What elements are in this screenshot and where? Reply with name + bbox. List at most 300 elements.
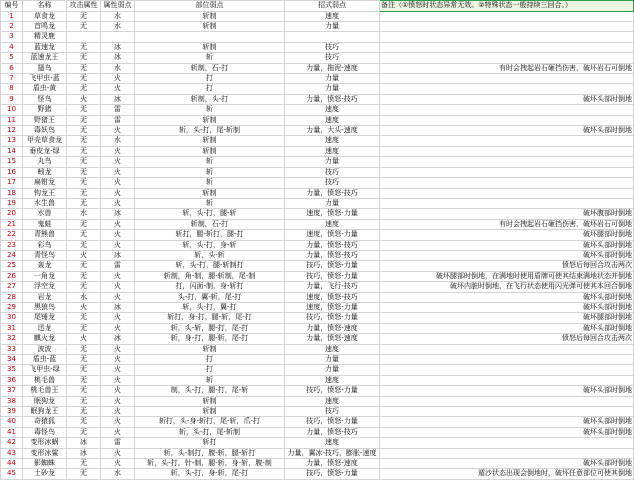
header-remarks[interactable]: 备注（①愤怒时状态异常无效。②特殊状态一般持续三回合。）: [380, 1, 634, 12]
id-cell[interactable]: 17: [1, 178, 23, 188]
part-weakness-cell[interactable]: 斩打，腿-斩打，腿-打: [135, 230, 285, 240]
part-weakness-cell[interactable]: 斩制，石-打: [135, 219, 285, 229]
name-cell[interactable]: 眠狗龙王: [23, 407, 67, 417]
move-weakness-cell[interactable]: 速度: [285, 146, 380, 156]
attribute-weakness-cell[interactable]: 火: [101, 282, 135, 292]
name-cell[interactable]: 岩龙: [23, 292, 67, 302]
attack-attribute-cell[interactable]: 无: [67, 282, 101, 292]
name-cell[interactable]: 鬼蛙: [23, 219, 67, 229]
remarks-cell[interactable]: 破坏腿部时倒地: [380, 313, 634, 323]
part-weakness-cell[interactable]: 斩，头-打，身-斩，尾-打: [135, 469, 285, 479]
attack-attribute-cell[interactable]: 无: [67, 11, 101, 21]
attribute-weakness-cell[interactable]: 火: [101, 396, 135, 406]
id-cell[interactable]: 6: [1, 63, 23, 73]
part-weakness-cell[interactable]: 斩打: [135, 438, 285, 448]
attack-attribute-cell[interactable]: 无: [67, 271, 101, 281]
name-cell[interactable]: 首鸣龙: [23, 22, 67, 32]
move-weakness-cell[interactable]: 技巧: [285, 407, 380, 417]
id-cell[interactable]: 39: [1, 407, 23, 417]
attack-attribute-cell[interactable]: 无: [67, 157, 101, 167]
attribute-weakness-cell[interactable]: 冰: [101, 209, 135, 219]
move-weakness-cell[interactable]: 力量，愤怒-技巧: [285, 427, 380, 437]
id-cell[interactable]: 18: [1, 188, 23, 198]
part-weakness-cell[interactable]: 斩制，头-打: [135, 94, 285, 104]
remarks-cell[interactable]: 破坏头部时倒地: [380, 250, 634, 260]
remarks-cell[interactable]: [380, 188, 634, 198]
attribute-weakness-cell[interactable]: 火: [101, 188, 135, 198]
attack-attribute-cell[interactable]: [67, 32, 101, 42]
remarks-cell[interactable]: [380, 53, 634, 63]
attack-attribute-cell[interactable]: 无: [67, 198, 101, 208]
id-cell[interactable]: 11: [1, 115, 23, 125]
attack-attribute-cell[interactable]: 火: [67, 302, 101, 312]
id-cell[interactable]: 30: [1, 313, 23, 323]
attribute-weakness-cell[interactable]: 火: [101, 355, 135, 365]
remarks-cell[interactable]: [380, 344, 634, 354]
remarks-cell[interactable]: 破坏头部时倒地: [380, 94, 634, 104]
remarks-cell[interactable]: [380, 136, 634, 146]
move-weakness-cell[interactable]: 力量: [285, 365, 380, 375]
remarks-cell[interactable]: 愤怒后每回合攻击两次: [380, 334, 634, 344]
part-weakness-cell[interactable]: 打: [135, 365, 285, 375]
remarks-cell[interactable]: [380, 198, 634, 208]
move-weakness-cell[interactable]: 力量，翼冰-技巧，膨胀-速度: [285, 448, 380, 458]
attribute-weakness-cell[interactable]: 冰: [101, 53, 135, 63]
id-cell[interactable]: 24: [1, 250, 23, 260]
attribute-weakness-cell[interactable]: 水: [101, 11, 135, 21]
part-weakness-cell[interactable]: 斩: [135, 105, 285, 115]
attribute-weakness-cell[interactable]: 火: [101, 126, 135, 136]
remarks-cell[interactable]: [380, 84, 634, 94]
move-weakness-cell[interactable]: 力量，愤怒-速度: [285, 323, 380, 333]
attribute-weakness-cell[interactable]: 雷: [101, 261, 135, 271]
move-weakness-cell[interactable]: [285, 32, 380, 42]
attack-attribute-cell[interactable]: 无: [67, 126, 101, 136]
attack-attribute-cell[interactable]: 无: [67, 396, 101, 406]
move-weakness-cell[interactable]: 技巧，愤怒-力量: [285, 469, 380, 479]
attack-attribute-cell[interactable]: 无: [67, 178, 101, 188]
remarks-cell[interactable]: 破坏腿部时倒地: [380, 230, 634, 240]
remarks-cell[interactable]: 破坏头部时倒地: [380, 126, 634, 136]
attack-attribute-cell[interactable]: 无: [67, 115, 101, 125]
move-weakness-cell[interactable]: 速度: [285, 375, 380, 385]
name-cell[interactable]: 波波: [23, 344, 67, 354]
move-weakness-cell[interactable]: 力量: [285, 157, 380, 167]
attribute-weakness-cell[interactable]: 火: [101, 198, 135, 208]
attribute-weakness-cell[interactable]: 火: [101, 375, 135, 385]
part-weakness-cell[interactable]: 打: [135, 355, 285, 365]
remarks-cell[interactable]: 破坏头部时倒地: [380, 459, 634, 469]
remarks-cell[interactable]: [380, 167, 634, 177]
part-weakness-cell[interactable]: 斩打，头-身-斩打，尾-斩，爪-打: [135, 417, 285, 427]
attack-attribute-cell[interactable]: 无: [67, 459, 101, 469]
id-cell[interactable]: 42: [1, 438, 23, 448]
id-cell[interactable]: 32: [1, 334, 23, 344]
name-cell[interactable]: 迅龙: [23, 323, 67, 333]
name-cell[interactable]: 扁钳龙: [23, 178, 67, 188]
attribute-weakness-cell[interactable]: 雷: [101, 115, 135, 125]
header-id[interactable]: 编号: [1, 1, 23, 12]
attribute-weakness-cell[interactable]: 冰: [101, 42, 135, 52]
part-weakness-cell[interactable]: 斩制: [135, 136, 285, 146]
attribute-weakness-cell[interactable]: 水: [101, 136, 135, 146]
name-cell[interactable]: 钩龙王: [23, 188, 67, 198]
name-cell[interactable]: 蓝速龙王: [23, 53, 67, 63]
move-weakness-cell[interactable]: 速度，愤怒-力量: [285, 209, 380, 219]
remarks-cell[interactable]: [380, 22, 634, 32]
move-weakness-cell[interactable]: 技巧: [285, 178, 380, 188]
id-cell[interactable]: 3: [1, 32, 23, 42]
attack-attribute-cell[interactable]: 无: [67, 427, 101, 437]
attribute-weakness-cell[interactable]: 水: [101, 63, 135, 73]
name-cell[interactable]: 垂皮龙-绿: [23, 146, 67, 156]
attack-attribute-cell[interactable]: 水: [67, 292, 101, 302]
remarks-cell[interactable]: [380, 74, 634, 84]
attack-attribute-cell[interactable]: 水: [67, 209, 101, 219]
id-cell[interactable]: 16: [1, 167, 23, 177]
move-weakness-cell[interactable]: 力量，大头-速度: [285, 126, 380, 136]
part-weakness-cell[interactable]: 斩，头-打，翼-打: [135, 302, 285, 312]
name-cell[interactable]: 桃毛兽王: [23, 386, 67, 396]
id-cell[interactable]: 12: [1, 126, 23, 136]
attack-attribute-cell[interactable]: 火: [67, 334, 101, 344]
id-cell[interactable]: 21: [1, 219, 23, 229]
name-cell[interactable]: 浮空龙: [23, 282, 67, 292]
move-weakness-cell[interactable]: 技巧，愤怒-力量: [285, 386, 380, 396]
name-cell[interactable]: 变形冰鲨: [23, 448, 67, 458]
remarks-cell[interactable]: 愤怒后每回合攻击两次: [380, 261, 634, 271]
move-weakness-cell[interactable]: 速度: [285, 115, 380, 125]
attribute-weakness-cell[interactable]: 火: [101, 74, 135, 84]
attribute-weakness-cell[interactable]: 火: [101, 417, 135, 427]
move-weakness-cell[interactable]: 力量，拖泥-速度: [285, 63, 380, 73]
name-cell[interactable]: 水生兽: [23, 198, 67, 208]
part-weakness-cell[interactable]: 斩，头-打，腿-斩: [135, 209, 285, 219]
name-cell[interactable]: 青熊兽: [23, 230, 67, 240]
name-cell[interactable]: 精灵鹿: [23, 32, 67, 42]
attribute-weakness-cell[interactable]: 冰: [101, 334, 135, 344]
part-weakness-cell[interactable]: 斩，头-斩，腿-打，尾-打: [135, 323, 285, 333]
remarks-cell[interactable]: [380, 396, 634, 406]
move-weakness-cell[interactable]: 技巧，愤怒-力量: [285, 313, 380, 323]
part-weakness-cell[interactable]: 斩制: [135, 146, 285, 156]
id-cell[interactable]: 13: [1, 136, 23, 146]
attribute-weakness-cell[interactable]: 雷: [101, 105, 135, 115]
attack-attribute-cell[interactable]: 冰: [67, 438, 101, 448]
id-cell[interactable]: 33: [1, 344, 23, 354]
name-cell[interactable]: 野猪王: [23, 115, 67, 125]
move-weakness-cell[interactable]: 速度，愤怒-力量: [285, 302, 380, 312]
name-cell[interactable]: 野猪: [23, 105, 67, 115]
remarks-cell[interactable]: [380, 355, 634, 365]
move-weakness-cell[interactable]: 力量: [285, 355, 380, 365]
remarks-cell[interactable]: [380, 375, 634, 385]
part-weakness-cell[interactable]: 制，头-打，腿-打，尾-斩: [135, 386, 285, 396]
name-cell[interactable]: 毒怪鸟: [23, 427, 67, 437]
name-cell[interactable]: 飞甲虫-蓝: [23, 74, 67, 84]
remarks-cell[interactable]: [380, 32, 634, 42]
remarks-cell[interactable]: [380, 11, 634, 21]
id-cell[interactable]: 26: [1, 271, 23, 281]
id-cell[interactable]: 28: [1, 292, 23, 302]
move-weakness-cell[interactable]: 力量，愤怒-技巧: [285, 188, 380, 198]
name-cell[interactable]: 桃毛兽: [23, 375, 67, 385]
part-weakness-cell[interactable]: 斩，头-打，针-制，腿-斩，身-斩，腹-制: [135, 459, 285, 469]
name-cell[interactable]: 草食龙: [23, 11, 67, 21]
attribute-weakness-cell[interactable]: 冰: [101, 250, 135, 260]
name-cell[interactable]: 土砂龙: [23, 469, 67, 479]
name-cell[interactable]: 丸鸟: [23, 157, 67, 167]
id-cell[interactable]: 2: [1, 22, 23, 32]
move-weakness-cell[interactable]: 技巧: [285, 53, 380, 63]
part-weakness-cell[interactable]: 斩制: [135, 115, 285, 125]
part-weakness-cell[interactable]: [135, 32, 285, 42]
part-weakness-cell[interactable]: 斩，头-打，腿-斩制打: [135, 261, 285, 271]
id-cell[interactable]: 40: [1, 417, 23, 427]
attack-attribute-cell[interactable]: 无: [67, 136, 101, 146]
remarks-cell[interactable]: [380, 146, 634, 156]
name-cell[interactable]: 变形冰蜗: [23, 438, 67, 448]
remarks-cell[interactable]: 破坏腿部时倒地，在满地时使用盾牌可使其结束满地状态并倒地: [380, 271, 634, 281]
id-cell[interactable]: 35: [1, 365, 23, 375]
name-cell[interactable]: 搔鸟: [23, 63, 67, 73]
id-cell[interactable]: 8: [1, 84, 23, 94]
move-weakness-cell[interactable]: 速度: [285, 11, 380, 21]
part-weakness-cell[interactable]: 斩，头-打，尾-斩制: [135, 427, 285, 437]
name-cell[interactable]: 青怪鸟: [23, 250, 67, 260]
remarks-cell[interactable]: 破坏头部时倒地: [380, 417, 634, 427]
part-weakness-cell[interactable]: 斩: [135, 178, 285, 188]
attribute-weakness-cell[interactable]: 火: [101, 84, 135, 94]
header-name[interactable]: 名称: [23, 1, 67, 12]
attack-attribute-cell[interactable]: 无: [67, 84, 101, 94]
part-weakness-cell[interactable]: 斩打，身-打，腿-斩，尾-打: [135, 313, 285, 323]
remarks-cell[interactable]: 有时会拽起岩石砸挡伤害，破坏岩石可倒地: [380, 63, 634, 73]
id-cell[interactable]: 9: [1, 94, 23, 104]
move-weakness-cell[interactable]: 技巧，愤怒-力量: [285, 261, 380, 271]
attribute-weakness-cell[interactable]: 火: [101, 230, 135, 240]
header-attribute-weakness[interactable]: 属性弱点: [101, 1, 135, 12]
attack-attribute-cell[interactable]: 无: [67, 53, 101, 63]
attribute-weakness-cell[interactable]: 火: [101, 365, 135, 375]
attack-attribute-cell[interactable]: 无: [67, 167, 101, 177]
remarks-cell[interactable]: 破坏头部时倒地: [380, 240, 634, 250]
part-weakness-cell[interactable]: 斩，身-打，腿-斩，尾-打: [135, 334, 285, 344]
header-attack-attribute[interactable]: 攻击属性: [67, 1, 101, 12]
attack-attribute-cell[interactable]: 冰: [67, 448, 101, 458]
remarks-cell[interactable]: [380, 115, 634, 125]
remarks-cell[interactable]: 破坏内脏时倒地，在飞行状态使用闪光弹可使其本回合倒地: [380, 282, 634, 292]
name-cell[interactable]: 奇猿狐: [23, 417, 67, 427]
attribute-weakness-cell[interactable]: 冰: [101, 302, 135, 312]
attribute-weakness-cell[interactable]: 火: [101, 313, 135, 323]
part-weakness-cell[interactable]: 斩: [135, 167, 285, 177]
header-move-weakness[interactable]: 招式弱点: [285, 1, 380, 12]
move-weakness-cell[interactable]: 速度: [285, 136, 380, 146]
name-cell[interactable]: 黑狼鸟: [23, 302, 67, 312]
id-cell[interactable]: 25: [1, 261, 23, 271]
part-weakness-cell[interactable]: 斩制: [135, 396, 285, 406]
remarks-cell[interactable]: 破坏头部时倒地: [380, 292, 634, 302]
id-cell[interactable]: 20: [1, 209, 23, 219]
attack-attribute-cell[interactable]: 无: [67, 105, 101, 115]
part-weakness-cell[interactable]: 斩制，角-制，腿-斩制，尾-制: [135, 271, 285, 281]
id-cell[interactable]: 22: [1, 230, 23, 240]
move-weakness-cell[interactable]: 速度: [285, 438, 380, 448]
attack-attribute-cell[interactable]: 无: [67, 219, 101, 229]
attribute-weakness-cell[interactable]: [101, 32, 135, 42]
name-cell[interactable]: 怪鸟: [23, 94, 67, 104]
id-cell[interactable]: 43: [1, 448, 23, 458]
remarks-cell[interactable]: [380, 407, 634, 417]
move-weakness-cell[interactable]: 力量，飞行-技巧: [285, 282, 380, 292]
attack-attribute-cell[interactable]: 无: [67, 365, 101, 375]
remarks-cell[interactable]: 有时会拽起岩石砸挡伤害，破坏岩石可倒地: [380, 219, 634, 229]
name-cell[interactable]: 水兽: [23, 209, 67, 219]
part-weakness-cell[interactable]: 斩制: [135, 22, 285, 32]
name-cell[interactable]: 飞甲虫-绿: [23, 365, 67, 375]
attribute-weakness-cell[interactable]: 火: [101, 240, 135, 250]
remarks-cell[interactable]: 破坏头部时倒地: [380, 427, 634, 437]
remarks-cell[interactable]: [380, 178, 634, 188]
id-cell[interactable]: 7: [1, 74, 23, 84]
part-weakness-cell[interactable]: 头-打，翼-斩，尾-打: [135, 292, 285, 302]
attack-attribute-cell[interactable]: 无: [67, 42, 101, 52]
id-cell[interactable]: 45: [1, 469, 23, 479]
attack-attribute-cell[interactable]: 无: [67, 323, 101, 333]
attribute-weakness-cell[interactable]: 火: [101, 219, 135, 229]
part-weakness-cell[interactable]: 打: [135, 74, 285, 84]
attack-attribute-cell[interactable]: 无: [67, 261, 101, 271]
remarks-cell[interactable]: 破坏头部时倒地: [380, 323, 634, 333]
part-weakness-cell[interactable]: 斩，头-斩: [135, 250, 285, 260]
remarks-cell[interactable]: [380, 105, 634, 115]
attack-attribute-cell[interactable]: 无: [67, 375, 101, 385]
attack-attribute-cell[interactable]: 无: [67, 386, 101, 396]
attribute-weakness-cell[interactable]: 火: [101, 323, 135, 333]
attack-attribute-cell[interactable]: 无: [67, 407, 101, 417]
part-weakness-cell[interactable]: 斩: [135, 53, 285, 63]
attribute-weakness-cell[interactable]: 火: [101, 167, 135, 177]
attribute-weakness-cell[interactable]: 火: [101, 146, 135, 156]
attack-attribute-cell[interactable]: 无: [67, 63, 101, 73]
part-weakness-cell[interactable]: 斩，头-打，身-斩: [135, 240, 285, 250]
move-weakness-cell[interactable]: 力量，愤怒-速度: [285, 334, 380, 344]
move-weakness-cell[interactable]: 技巧，愤怒-力量: [285, 417, 380, 427]
part-weakness-cell[interactable]: 斩制: [135, 42, 285, 52]
name-cell[interactable]: 麒火龙: [23, 334, 67, 344]
remarks-cell[interactable]: 破坏腹部时倒地: [380, 209, 634, 219]
id-cell[interactable]: 1: [1, 11, 23, 21]
attribute-weakness-cell[interactable]: 火: [101, 344, 135, 354]
attack-attribute-cell[interactable]: 火: [67, 94, 101, 104]
move-weakness-cell[interactable]: 速度: [285, 344, 380, 354]
move-weakness-cell[interactable]: 速度，愤怒-力量: [285, 230, 380, 240]
move-weakness-cell[interactable]: 力量，愤怒-技巧: [285, 250, 380, 260]
attribute-weakness-cell[interactable]: 火: [101, 448, 135, 458]
id-cell[interactable]: 38: [1, 396, 23, 406]
attribute-weakness-cell[interactable]: 火: [101, 157, 135, 167]
attribute-weakness-cell[interactable]: 水: [101, 22, 135, 32]
attack-attribute-cell[interactable]: 无: [67, 313, 101, 323]
name-cell[interactable]: 蚓龙: [23, 167, 67, 177]
id-cell[interactable]: 10: [1, 105, 23, 115]
move-weakness-cell[interactable]: 力量: [285, 84, 380, 94]
move-weakness-cell[interactable]: 力量: [285, 198, 380, 208]
part-weakness-cell[interactable]: 打，闪面-制，身-斩打: [135, 282, 285, 292]
attribute-weakness-cell[interactable]: 火: [101, 407, 135, 417]
remarks-cell[interactable]: [380, 438, 634, 448]
part-weakness-cell[interactable]: 斩，头-制打，腹-斩，腿-斩打: [135, 448, 285, 458]
move-weakness-cell[interactable]: 速度: [285, 105, 380, 115]
attack-attribute-cell[interactable]: 无: [67, 469, 101, 479]
remarks-cell[interactable]: [380, 448, 634, 458]
id-cell[interactable]: 27: [1, 282, 23, 292]
id-cell[interactable]: 14: [1, 146, 23, 156]
move-weakness-cell[interactable]: 技巧: [285, 167, 380, 177]
id-cell[interactable]: 41: [1, 427, 23, 437]
attack-attribute-cell[interactable]: 无: [67, 417, 101, 427]
part-weakness-cell[interactable]: 打: [135, 84, 285, 94]
move-weakness-cell[interactable]: 速度: [285, 219, 380, 229]
move-weakness-cell[interactable]: 力量，愤怒-速度: [285, 459, 380, 469]
move-weakness-cell[interactable]: 技巧: [285, 42, 380, 52]
id-cell[interactable]: 31: [1, 323, 23, 333]
name-cell[interactable]: 蓝速龙: [23, 42, 67, 52]
part-weakness-cell[interactable]: 斩: [135, 157, 285, 167]
attribute-weakness-cell[interactable]: 火: [101, 178, 135, 188]
name-cell[interactable]: 尾锤龙: [23, 313, 67, 323]
move-weakness-cell[interactable]: 速度，愤怒-技巧: [285, 292, 380, 302]
id-cell[interactable]: 23: [1, 240, 23, 250]
id-cell[interactable]: 5: [1, 53, 23, 63]
attack-attribute-cell[interactable]: 无: [67, 344, 101, 354]
part-weakness-cell[interactable]: 斩，头-打，尾-斩制: [135, 126, 285, 136]
name-cell[interactable]: 影蜘蛛: [23, 459, 67, 469]
attribute-weakness-cell[interactable]: 雷: [101, 438, 135, 448]
name-cell[interactable]: 一角龙: [23, 271, 67, 281]
remarks-cell[interactable]: 破坏头部时倒地: [380, 386, 634, 396]
remarks-cell[interactable]: 遁沙状态出现会倒地时，破坏任意部位可使其倒地: [380, 469, 634, 479]
attribute-weakness-cell[interactable]: 水: [101, 469, 135, 479]
attribute-weakness-cell[interactable]: 火: [101, 386, 135, 396]
move-weakness-cell[interactable]: 技巧，愤怒-力量: [285, 271, 380, 281]
attribute-weakness-cell[interactable]: 冰: [101, 94, 135, 104]
remarks-cell[interactable]: [380, 365, 634, 375]
part-weakness-cell[interactable]: 斩制: [135, 188, 285, 198]
part-weakness-cell[interactable]: 斩制: [135, 11, 285, 21]
name-cell[interactable]: 轰龙: [23, 261, 67, 271]
id-cell[interactable]: 36: [1, 375, 23, 385]
part-weakness-cell[interactable]: 斩制: [135, 344, 285, 354]
name-cell[interactable]: 盾虫-蓝: [23, 355, 67, 365]
header-part-weakness[interactable]: 部位弱点: [135, 1, 285, 12]
remarks-cell[interactable]: [380, 157, 634, 167]
attribute-weakness-cell[interactable]: 火: [101, 292, 135, 302]
id-cell[interactable]: 44: [1, 459, 23, 469]
part-weakness-cell[interactable]: 斩: [135, 375, 285, 385]
attack-attribute-cell[interactable]: 火: [67, 250, 101, 260]
attack-attribute-cell[interactable]: 无: [67, 146, 101, 156]
part-weakness-cell[interactable]: 斩制，石-打: [135, 63, 285, 73]
id-cell[interactable]: 29: [1, 302, 23, 312]
name-cell[interactable]: 眠狗龙: [23, 396, 67, 406]
move-weakness-cell[interactable]: 力量，愤怒-技巧: [285, 94, 380, 104]
name-cell[interactable]: 甲壳草食龙: [23, 136, 67, 146]
attack-attribute-cell[interactable]: 无: [67, 355, 101, 365]
move-weakness-cell[interactable]: 力量: [285, 22, 380, 32]
attack-attribute-cell[interactable]: 无: [67, 188, 101, 198]
